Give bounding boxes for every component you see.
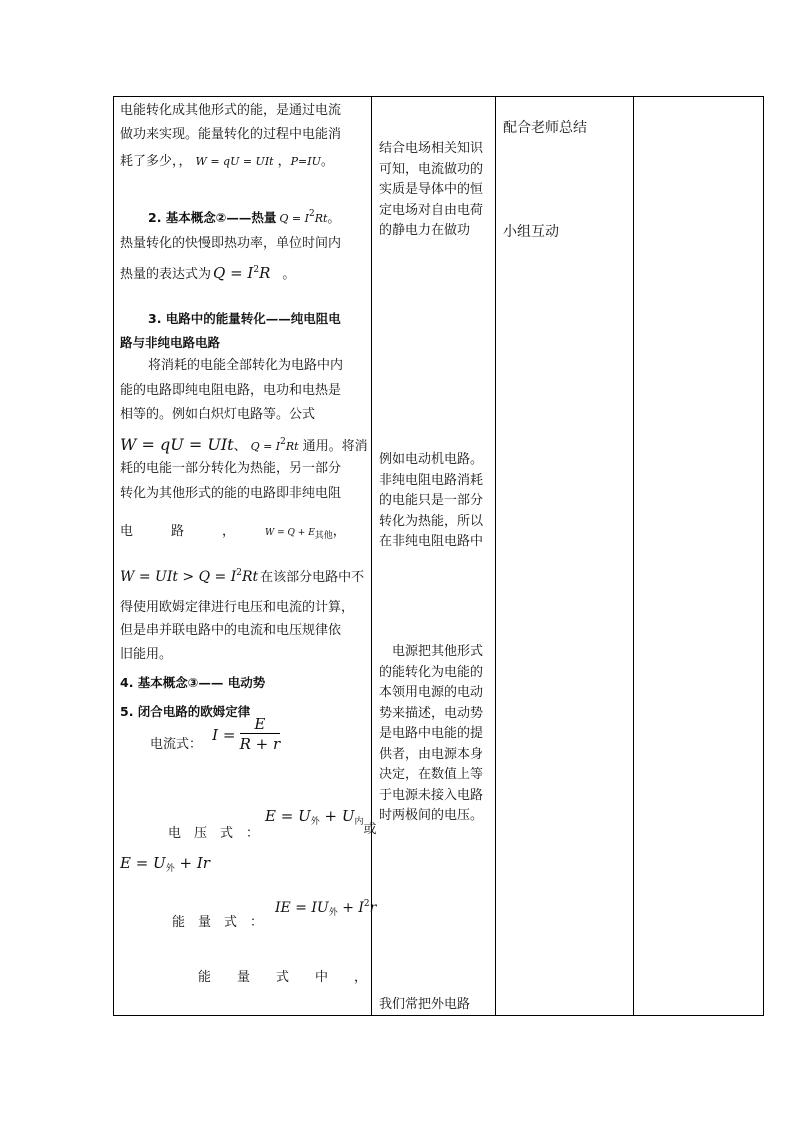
formula-work: W = qU = UIt [195,155,274,168]
current-formula: 电流式： I = $\frac{E}{R + r}$ [150,715,281,753]
formula-heat-power: $Q = I^2R$ [213,264,271,282]
content-cell [114,97,377,1016]
formula-power: P=IU [290,155,321,168]
note-emf: 电源把其他形式的能转化为电能的本领用电源的电动势来描述，电动势是电路中电能的提供者，由电源本身决定，在数值上等于电源未接入电路时两极间的电压。 [379,644,484,823]
formula-heat: $Q = I^2Rt$ [279,209,328,225]
text-line: 电 路 ， $W = Q + E_{其他}$， [120,524,346,541]
text-line: W = UIt > $Q = I^2Rt$ 在该部分电路中不 [120,568,365,585]
empty-cell [634,97,764,1016]
text-line: 电能转化成其他形式的能，是通过电流 [120,103,342,118]
activity-summary: 配合老师总结 [503,120,587,136]
table-row [114,97,764,1016]
text-line: 做功来实现。能量转化的过程中电能消 [120,127,342,142]
text-line: 热量转化的快慢即热功率，单位时间内 [120,236,342,251]
text-line: 能的电路即纯电阻电路，电功和电热是 [120,383,342,398]
text-line: 耗的电能一部分转化为热能，另一部分 [120,461,342,476]
activity-cell [496,97,634,1016]
text-line: 耗了多少，， W = qU = UIt ，P=IU。 [120,154,334,169]
notes-cell [372,97,496,1016]
text-line: 旧能用。 [120,647,173,662]
formula-nonpure-work: $W = Q + E_{其他}$ [265,528,333,541]
note-electric-field: 结合电场相关知识可知，电流做功的实质是导体中的恒定电场对自由电荷的静电力在做功 [379,141,484,238]
heading-energy-conversion: 3. 电路中的能量转化——纯电阻电 [148,311,341,326]
voltage-formula: 电 压 式 ：$E = U_外 + U_内$或 [168,807,377,841]
energy-formula: 能 量 式 ：IE = $IU_外 + I^2r$ [172,899,377,930]
text-line: 但是串并联电路中的电流和电压规律依 [120,623,342,638]
text-line: W = qU = UIt、 $Q = I^2Rt$ 通用。将消 [120,435,368,454]
voltage-formula-alt: $E = U_外 + Ir$ [120,854,210,874]
note-motor-circuit: 例如电动机电路。非纯电阻电路消耗的电能只是一部分转化为热能，所以在非纯电阻电路中 [379,452,484,549]
text-line: 得使用欧姆定律进行电压和电流的计算， [120,600,355,615]
heading-emf: 4. 基本概念③—— 电动势 [120,675,266,690]
note-external-circuit: 我们常把外电路 [379,997,471,1012]
activity-group: 小组互动 [503,224,559,240]
text-line: 热量的表达式为 $Q = I^2R$ 。 [120,264,296,282]
formula-pure-work: W = qU = UIt [120,435,234,454]
text-line: 能 量 式 中 ， [198,970,368,985]
text-line: 将消耗的电能全部转化为电路中内 [148,358,344,373]
formula-pure-heat: $Q = I^2Rt$ [250,437,299,453]
text-line: 转化为其他形式的能的电路即非纯电阻 [120,486,342,501]
lesson-table [113,96,764,1016]
heading-ohm-law: 5. 闭合电路的欧姆定律 [120,704,251,719]
heading-heat: 2. 基本概念②——热量 $Q = I^2Rt$。 [148,209,341,226]
formula-nonpure-inequality: W = UIt > $Q = I^2Rt$ [120,568,259,585]
text-line: 相等的。例如白炽灯电路等。公式 [120,407,316,422]
heading-energy-conversion-cont: 路与非纯电路电路 [120,335,221,350]
